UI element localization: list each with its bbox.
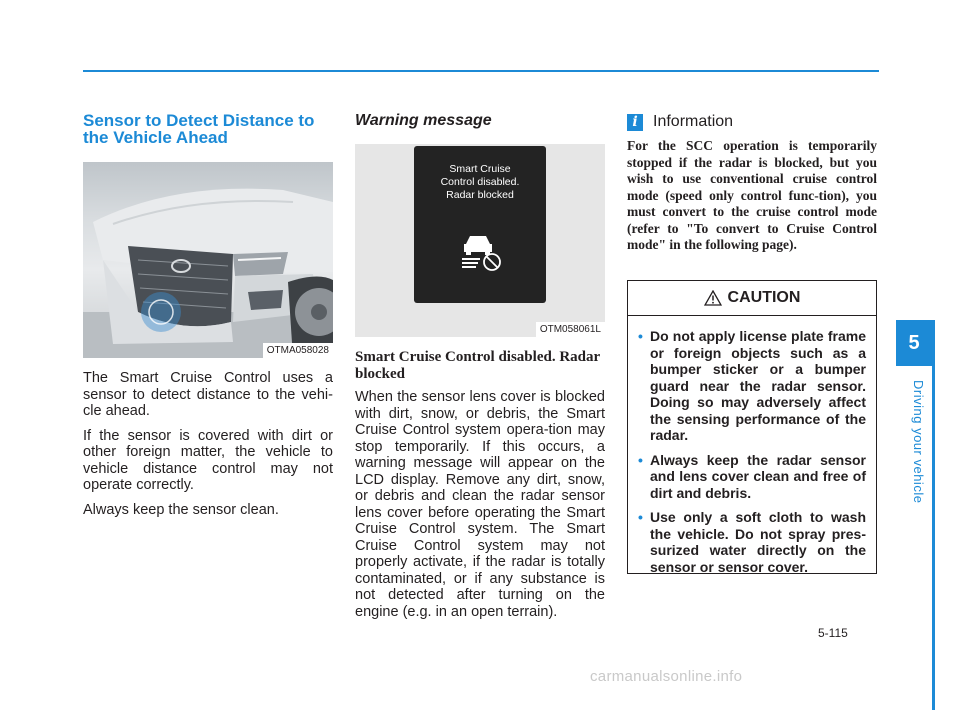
information-icon: i	[627, 114, 643, 131]
caution-item: • Always keep the radar sensor and lens cover clean and free of dirt and debris.	[638, 452, 866, 502]
caution-box	[627, 280, 877, 574]
column-sensor	[83, 110, 333, 526]
caution-header	[628, 281, 876, 316]
caution-list	[628, 316, 876, 575]
section-heading-sensor: Sensor to Detect Distance to the Vehicle Ahead	[83, 111, 315, 147]
information-title: Information	[653, 113, 734, 130]
vehicle-front-photo	[83, 162, 333, 358]
watermark: carmanualsonline.info	[590, 668, 743, 685]
vehicle-front-illustration	[83, 162, 333, 358]
header-rule	[83, 70, 879, 72]
caution-item: • Do not apply license plate frame or foreign objects such as a bumper sticker or a bumper guard near the radar sensor. Doing so may adversely affect the sensing performance of the radar.	[638, 328, 866, 444]
image-caption: OTM058061L	[536, 322, 605, 337]
chapter-number: 5	[896, 320, 932, 366]
chapter-tab	[896, 298, 960, 710]
chapter-title: Driving your vehicle	[911, 380, 926, 504]
lcd-panel-image	[355, 144, 605, 337]
section-heading-warning: Warning message	[355, 112, 492, 129]
caution-item: • Use only a soft cloth to wash the vehicle. Do not spray pres-surized water directly on the sensor or sensor cover.	[638, 509, 866, 575]
page-number: 5-115	[818, 626, 848, 640]
image-caption: OTMA058028	[263, 343, 333, 358]
information-text: For the SCC operation is temporarily stopped if the radar is blocked, but you wish to use conventional cruise control mode (speed only control func-tion), you must convert to the cruise control mode (refer to "To convert to Cruise Control mode" in the following page).	[627, 138, 877, 252]
lcd-screen	[414, 146, 546, 303]
column-information	[627, 110, 877, 254]
radar-blocked-icon	[458, 232, 504, 272]
lcd-message: Smart Cruise Control disabled. Radar blocked	[440, 163, 520, 201]
warning-subheading: Smart Cruise Control disabled. Radar blocked	[355, 349, 600, 382]
paragraph: Always keep the sensor clean.	[83, 501, 279, 518]
information-header	[627, 110, 877, 134]
paragraph: The Smart Cruise Control uses a sensor to detect distance to the vehi-cle ahead.	[83, 370, 333, 419]
column-warning	[355, 110, 605, 628]
chapter-rule	[932, 320, 935, 710]
caution-title: CAUTION	[727, 289, 801, 306]
paragraph: When the sensor lens cover is blocked with dirt, snow, or debris, the Smart Cruise Control system opera-tion may stop temporarily. If this occurs, a warning message will appear on the LCD display. Remove any dirt, snow, or debris and clean the radar sensor lens cover before operating the Smart Cruise Control system. The Smart Cruise Control system may not properly activate, if the radar is totally contaminated, or if any substance is not detected after turning on the engine (e.g. in an open terrain).	[355, 389, 605, 620]
paragraph: If the sensor is covered with dirt or other foreign matter, the vehicle to vehicle distance control may not operate correctly.	[83, 427, 333, 493]
warning-triangle-icon	[704, 290, 722, 306]
